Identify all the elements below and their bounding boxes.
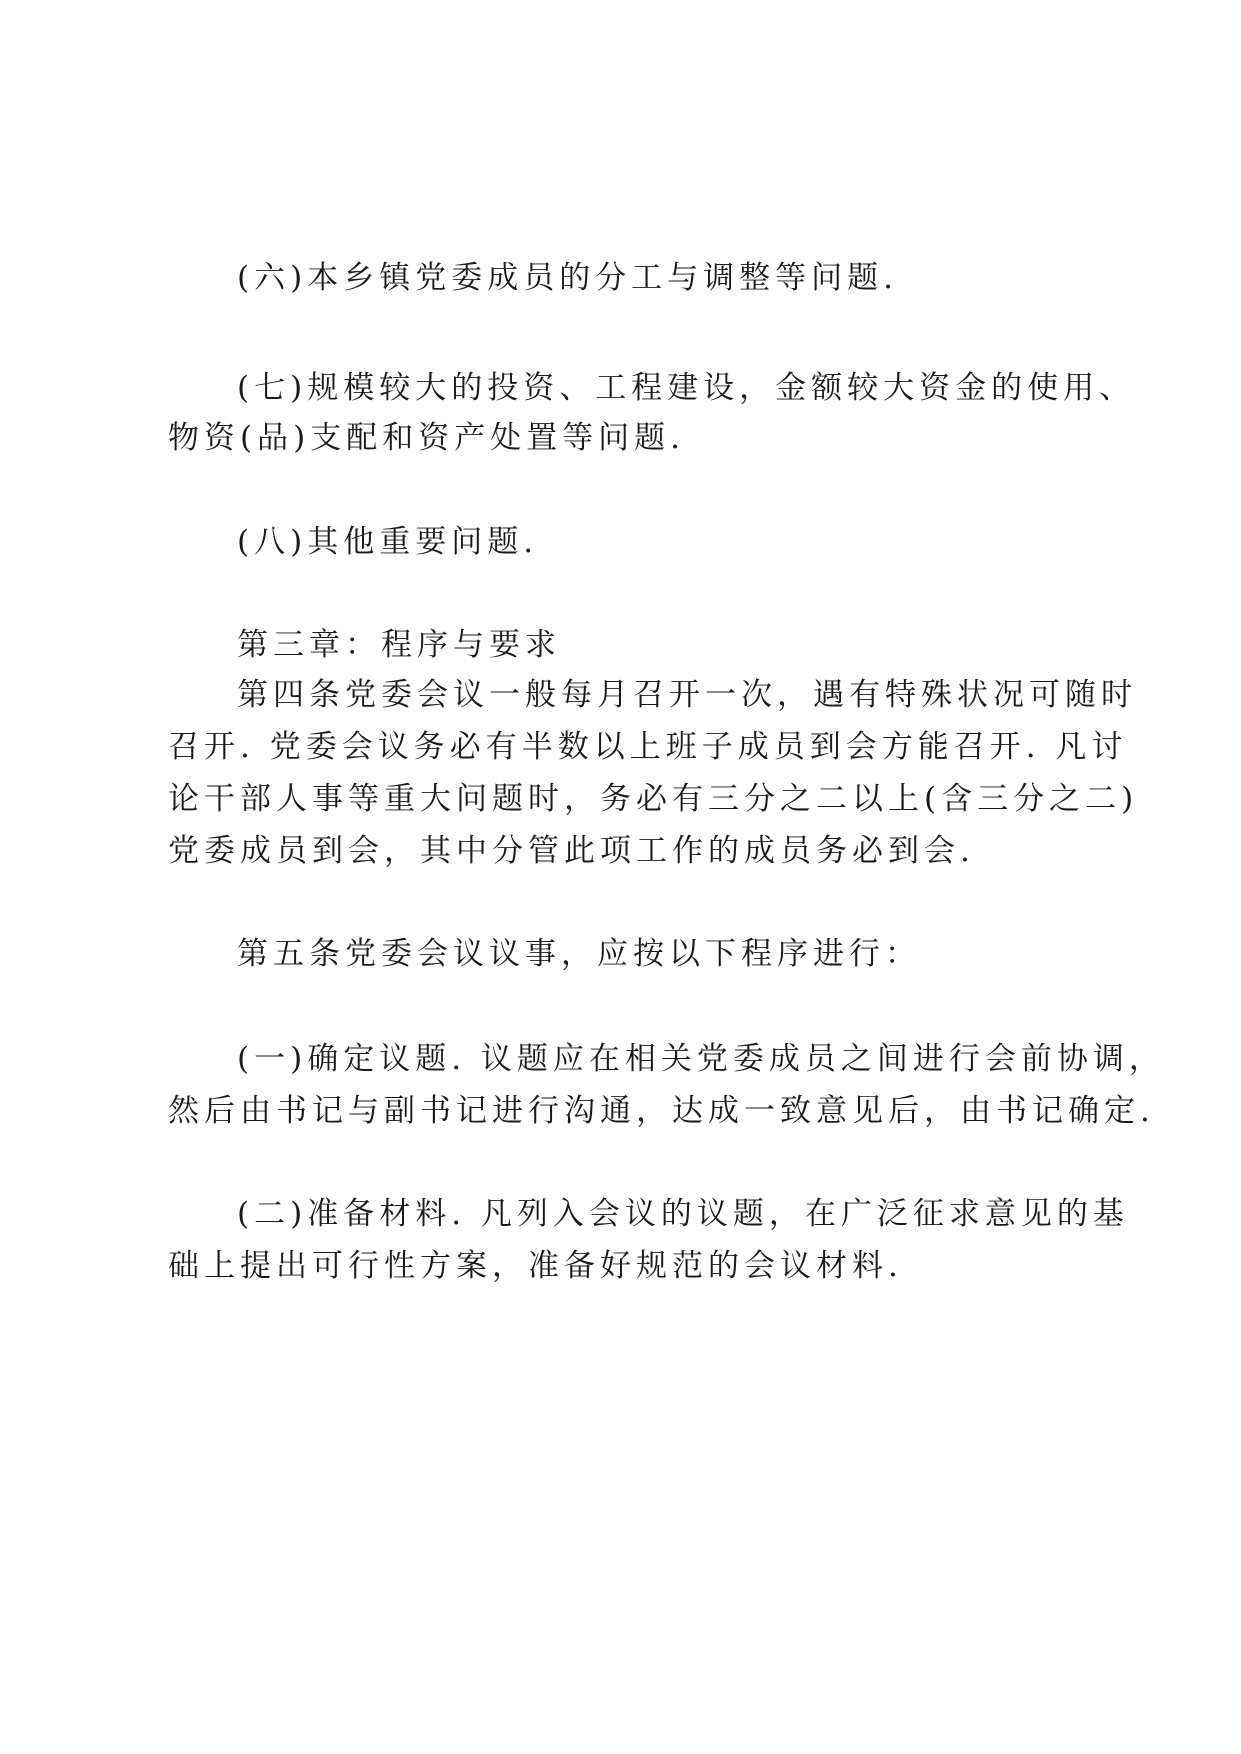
article-4-line-1: 第四条党委会议一般每月召开一次，遇有特殊状况可随时 — [237, 677, 1137, 713]
article-4-line-3: 论干部人事等重大问题时，务必有三分之二以上(含三分之二) — [168, 781, 1139, 817]
article-5-line: 第五条党委会议议事，应按以下程序进行： — [237, 936, 921, 972]
article-4-line-2: 召开. 党委会议务必有半数以上班子成员到会方能召开. 凡讨 — [168, 729, 1128, 765]
item-6-line-1: (六)本乡镇党委成员的分工与调整等问题. — [237, 260, 899, 296]
step-1-line-1: (一)确定议题. 议题应在相关党委成员之间进行会前协调， — [237, 1041, 1165, 1077]
step-2-line-2: 础上提出可行性方案，准备好规范的会议材料. — [168, 1248, 903, 1284]
step-1-line-2: 然后由书记与副书记进行沟通，达成一致意见后，由书记确定. — [168, 1093, 1155, 1129]
chapter-3-heading: 第三章：程序与要求 — [237, 627, 561, 663]
item-8-line-1: (八)其他重要问题. — [237, 524, 539, 560]
item-7-line-2: 物资(品)支配和资产处置等问题. — [168, 420, 686, 456]
article-4-line-4: 党委成员到会，其中分管此项工作的成员务必到会. — [168, 833, 975, 869]
item-7-line-1: (七)规模较大的投资、工程建设，金额较大资金的使用、 — [237, 370, 1136, 406]
step-2-line-1: (二)准备材料. 凡列入会议的议题，在广泛征求意见的基 — [237, 1196, 1129, 1232]
